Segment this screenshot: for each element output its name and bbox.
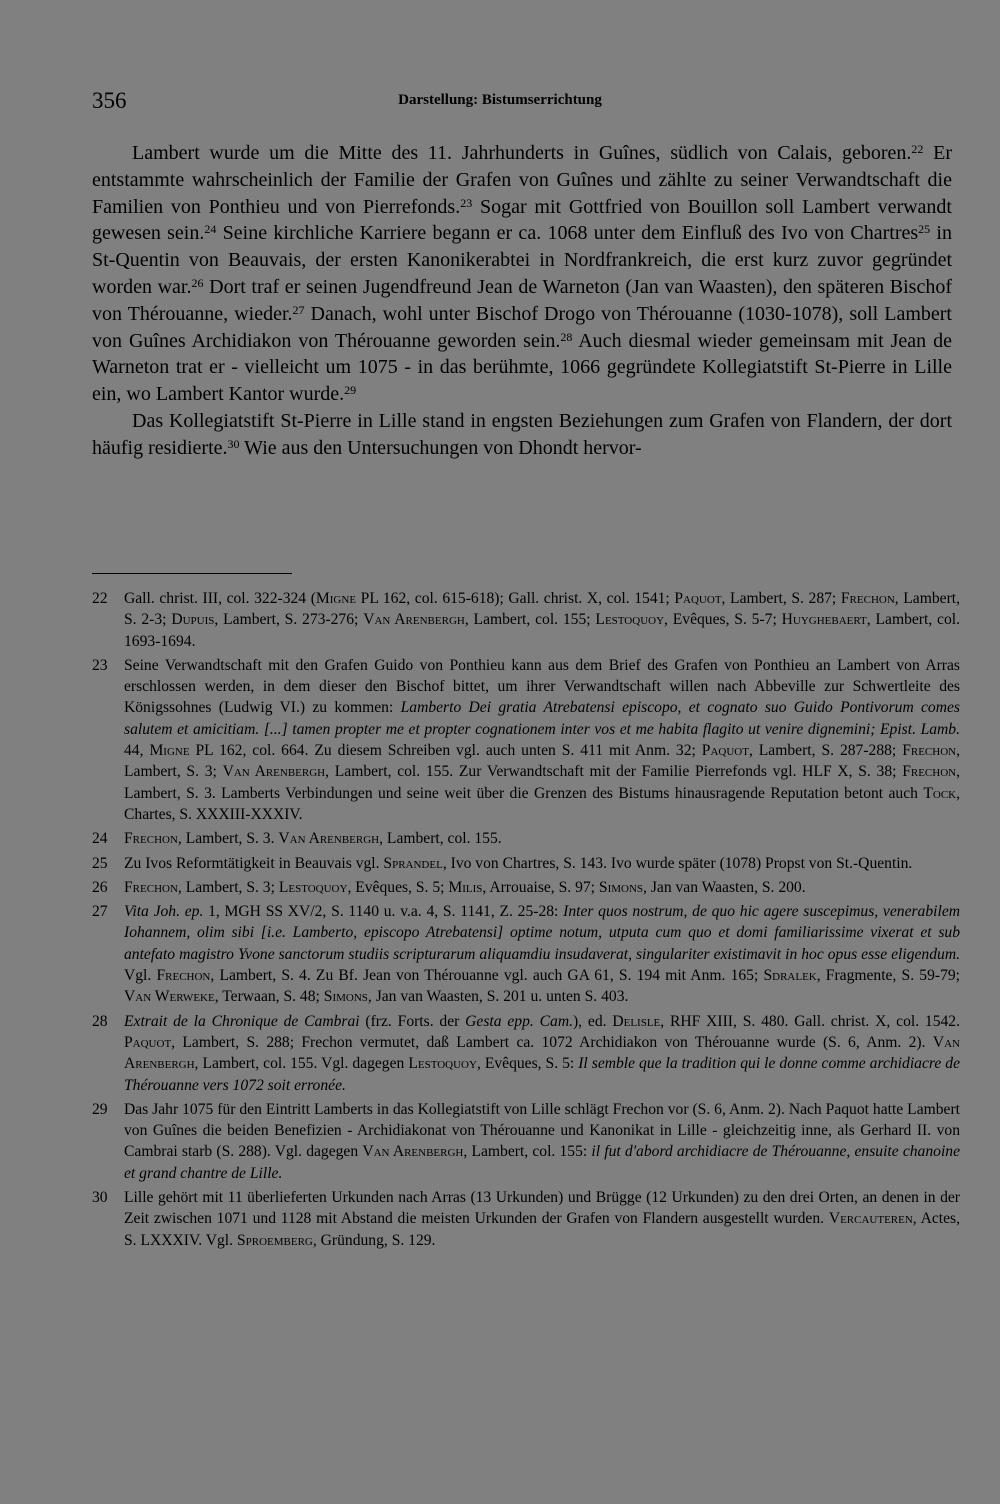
footnote-text: , Lambert, S. 287;: [721, 590, 841, 607]
footnotes: [92, 588, 960, 1254]
footnote-text: Frechon: [902, 763, 957, 781]
footnote-text: Tock: [923, 784, 957, 802]
text-run: Das Kollegiatstift St-Pierre in Lille stand in engsten Beziehungen zum Grafen von Flandern, der dort häufig residierte.: [92, 409, 952, 459]
footnote-text: , Chartes, S. XXXIII-XXXIV.: [124, 784, 960, 823]
footnote-text: Das Jahr 1075 für den Eintritt Lamberts in das Kollegiatstift von Lille schlägt Frechon vor (S. 6, Anm. 2). Nach Paquot hatte Lambert von Guînes die beiden Benefizien - Archidiakonat von Thérouanne und Kanonikat in Lille - gleichzeitig inne, als Gerhard II. von Cambrai starb (S. 288). Vgl. dagegen: [124, 1100, 960, 1161]
footnote-number: 25: [92, 854, 108, 872]
footnote-text: il fut d'abord archidiacre de Thérouanne, ensuite chanoine et grand chantre de Lille.: [124, 1143, 960, 1182]
footnote-text: , Lambert, S. 287-288;: [748, 742, 903, 760]
paragraph-2: [92, 408, 952, 462]
footnote: [92, 853, 960, 874]
footnote-text: Van Arenbergh: [222, 763, 326, 781]
footnote: [92, 1011, 960, 1096]
footnote-text: Paquot: [701, 742, 749, 760]
footnote-ref: 25: [918, 222, 931, 237]
running-head: Darstellung: Bistumserrichtung: [398, 92, 602, 108]
footnote-text: , Lambert, col. 1693-1694.: [124, 611, 960, 650]
footnote-text: Frechon: [840, 590, 895, 607]
footnote-text: , Jan van Waasten, S. 200.: [643, 878, 806, 896]
text-run: Danach, wohl unter Bischof Drogo von Thérouanne (1030-1078), soll Lambert von Guînes Archidiakon von Thérouanne geworden sein.: [92, 302, 952, 352]
footnote-text: , Lambert, S. 3;: [124, 742, 961, 781]
footnote: [92, 1099, 960, 1184]
footnote-text: Gall. christ. III, col. 322-324 (: [124, 590, 316, 607]
text-run: Lambert wurde um die Mitte des 11. Jahrhunderts in Guînes, südlich von Calais, geboren.: [132, 142, 912, 164]
footnote-ref: 30: [227, 436, 240, 451]
footnote-number: 22: [92, 590, 108, 607]
footnote: [92, 1187, 960, 1251]
footnote-ref: 23: [460, 195, 473, 210]
footnote-text: , Ivo von Chartres, S. 143. Ivo wurde später (1078) Propst von St.-Quentin.: [442, 854, 913, 872]
footnote-text: , Lambert, col. 155;: [464, 611, 596, 629]
text-run: Dort traf er seinen Jugendfreund Jean de Warneton (Jan van Waasten), den späteren Bischof von Thérouanne, wieder.: [92, 275, 953, 325]
footnote-text: , Actes, S. LXXXIV. Vgl.: [124, 1210, 960, 1249]
footnote-ref: 24: [204, 222, 217, 237]
footnote-text: Seine Verwandtschaft mit den Grafen Guido von Ponthieu kann aus dem Brief des Grafen von Ponthieu an Lambert von Arras erschlossen werden, in dem dieser den Bischof bittet, um ihrer Verwandtschaft willen nach Abbeville zur Schwertleite des Königssohnes (Ludwig VI.) zu kommen:: [124, 656, 960, 717]
footnote-text: Simons: [323, 988, 368, 1006]
footnote-text: (frz. Forts. der: [359, 1012, 466, 1030]
footnote-text: Gesta epp. Cam.: [465, 1012, 573, 1030]
footnote-text: Zu Ivos Reformtätigkeit in Beauvais vgl.: [124, 854, 384, 872]
footnote-ref: 27: [292, 302, 305, 317]
footnote-text: , Evêques, S. 5;: [347, 878, 449, 896]
paragraph-1: [92, 140, 952, 408]
footnote-number: 26: [92, 878, 108, 896]
footnote-text: , Gründung, S. 129.: [312, 1231, 436, 1249]
footnote-text: Lamberto Dei gratia Atrebatensi episcopo, et cognato suo Guido Pontivorum comes salutem et amicitiam. [...] tamen propter me et propter cognationem inter vos et me habita flagito ut venire dignemini; Epist. Lamb.: [124, 699, 960, 738]
footnote-text: , Lambert, S. 2-3;: [124, 590, 961, 629]
footnote-ref: 22: [911, 142, 924, 156]
footnote-text: Il semble que la tradition qui le donne comme archidiacre de Thérouanne vers 1072 soit erronée.: [124, 1055, 960, 1094]
footnote-text: , Arrouaise, S. 97;: [482, 878, 599, 896]
footnote-number: 29: [92, 1100, 108, 1118]
footnote: [92, 901, 960, 1007]
footnote-text: , Lambert, col. 155. Vgl. dagegen: [194, 1055, 409, 1073]
page-number: 356: [92, 88, 127, 113]
footnote-text: Paquot: [674, 590, 722, 607]
footnote-text: Inter quos nostrum, de quo hic agere suscepimus, venerabilem Iohannem, olim sibi [i.e. Lamberto, episcopo Atrebatensi] optime notum, utputa cum quo et domi familiarissime vixerat et sub antefato magistro Yvone sanctorum studiis scripturarum aliquamdiu insudaverat, singulariter existimavit in hoc opus esse eligendum.: [124, 903, 960, 963]
footnote-text: Lestoquoy: [408, 1055, 477, 1073]
footnote-text: Vgl.: [124, 967, 157, 985]
main-text: [92, 140, 952, 462]
footnote-text: Van Arenbergh: [363, 611, 465, 629]
footnote-text: Simons: [598, 878, 644, 896]
footnote-text: 44,: [124, 742, 150, 760]
text-run: Sogar mit Gottfried von Bouillon soll Lambert verwandt gewesen sein.: [92, 195, 952, 245]
footnote-text: Lestoquoy: [595, 611, 665, 629]
footnote-text: , Jan van Waasten, S. 201 u. unten S. 403.: [367, 988, 629, 1006]
footnote-text: , Lambert, S. 3;: [177, 878, 279, 896]
footnote: [92, 828, 960, 849]
footnote-text: Vita Joh. ep.: [124, 903, 204, 921]
footnote-text: Frechon: [124, 830, 178, 848]
footnote-text: , Lambert, S. 3. Lamberts Verbindungen und seine weit über die Grenzen des Bistums hinausragende Reputation betont auch: [124, 763, 960, 802]
footnote-ref: 28: [560, 329, 573, 344]
footnote-text: , Fragmente, S. 59-79;: [816, 967, 960, 985]
text-run: Er entstammte wahrscheinlich der Familie der Grafen von Guînes und zählte zu seiner Verwandtschaft die Familien von Ponthieu und von Pierrefonds.: [92, 142, 952, 218]
footnote-ref: 26: [191, 275, 204, 290]
footnote-text: Sprandel: [383, 854, 443, 872]
footnote-text: , Lambert, S. 288; Frechon vermutet, daß Lambert ca. 1072 Archidiakon von Thérouanne wurde (S. 6, Anm. 2).: [171, 1033, 933, 1051]
footnote-number: 27: [92, 903, 108, 921]
footnote: [92, 588, 960, 652]
footnote-text: Dupuis: [171, 611, 215, 629]
footnote-text: Milis: [448, 878, 483, 896]
footnote-text: Van Arenbergh: [278, 830, 380, 848]
footnote-text: , Lambert, col. 155. Zur Verwandtschaft mit der Familie Pierrefonds vgl. HLF X, S. 38;: [325, 763, 903, 781]
footnote-text: Lestoquoy: [278, 878, 348, 896]
footnote-text: , Lambert, S. 273-276;: [214, 611, 364, 629]
footnote-text: Van Arenbergh: [124, 1033, 960, 1073]
footnote-text: , Terwaan, S. 48;: [214, 988, 324, 1006]
footnote-text: Frechon: [156, 967, 211, 985]
footnote-number: 30: [92, 1189, 108, 1207]
footnote-text: Migne: [315, 590, 357, 607]
footnote-number: 23: [92, 656, 108, 674]
footnote-text: Van Arenbergh: [362, 1143, 464, 1161]
footnote-text: PL 162, col. 664. Zu diesem Schreiben vgl. auch unten S. 411 mit Anm. 32;: [189, 742, 702, 760]
footnote-text: , Lambert, S. 4. Zu Bf. Jean von Thérouanne vgl. auch GA 61, S. 194 mit Anm. 165;: [210, 967, 764, 985]
footnote-number: 24: [92, 830, 108, 848]
text-run: Auch diesmal wieder gemeinsam mit Jean de Warneton trat er - vielleicht um 1075 - in das berühmte, 1066 gegründete Kollegiatstift St-Pierre in Lille ein, wo Lambert Kantor wurde.: [92, 329, 952, 406]
footnote-ref: 29: [344, 383, 357, 398]
footnote-text: Lille gehört mit 11 überlieferten Urkunden nach Arras (13 Urkunden) und Brügge (12 Urkunden) zu den drei Orten, an denen in der Zeit zwischen 1071 und 1128 mit Abstand die meisten Urkunden der Grafen von Flandern ausgestellt wurden.: [124, 1189, 960, 1228]
footnote-text: Huyghebaert: [781, 611, 867, 629]
footnote-text: , Evêques, S. 5:: [476, 1055, 579, 1073]
footnote: [92, 655, 960, 825]
footnote-text: , Lambert, col. 155.: [379, 830, 502, 848]
footnote-text: Paquot: [124, 1033, 172, 1051]
footnote-text: Frechon: [124, 878, 178, 896]
footnote-text: , Lambert, S. 3.: [177, 830, 279, 848]
footnote-text: , RHF XIII, S. 480. Gall. christ. X, col. 1542.: [660, 1012, 961, 1030]
footnote-text: Vercauteren: [828, 1210, 913, 1228]
footnote-text: , Lambert, col. 155:: [463, 1143, 592, 1161]
footnote-text: Sdralek: [763, 967, 817, 985]
footnote-separator: [92, 573, 292, 574]
footnote-number: 28: [92, 1012, 108, 1030]
footnote-text: Migne: [149, 742, 190, 760]
text-run: Seine kirchliche Karriere begann er ca. 1068 unter dem Einfluß des Ivo von Chartres: [216, 222, 919, 245]
text-run: in St-Quentin von Beauvais, der ersten Kanonikerabtei in Nordfrankreich, die erst kurz zuvor gegründet worden war.: [92, 222, 952, 298]
footnote-text: ), ed.: [572, 1012, 613, 1030]
footnote-text: Van Werweke: [124, 988, 215, 1006]
footnote-text: Extrait de la Chronique de Cambrai: [124, 1012, 360, 1030]
footnote-text: Sproemberg: [236, 1231, 313, 1249]
footnote-text: Frechon: [902, 742, 957, 760]
footnote: [92, 877, 960, 898]
text-run: Wie aus den Untersuchungen von Dhondt hervor-: [239, 436, 642, 459]
footnote-text: 1, MGH SS XV/2, S. 1140 u. v.a. 4, S. 1141, Z. 25-28:: [203, 903, 564, 921]
footnote-text: PL 162, col. 615-618); Gall. christ. X, col. 1541;: [356, 590, 675, 607]
footnote-text: Delisle: [612, 1012, 661, 1030]
footnote-text: , Evêques, S. 5-7;: [664, 611, 782, 629]
